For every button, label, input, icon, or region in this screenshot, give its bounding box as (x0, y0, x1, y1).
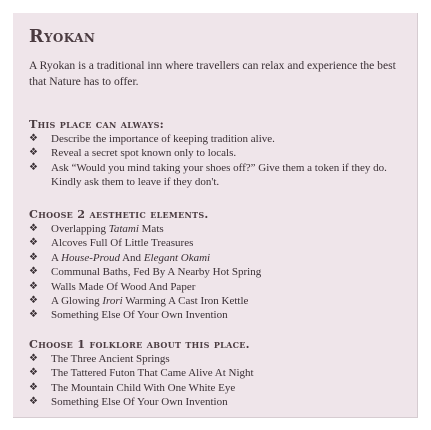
page-title: Ryokan (29, 27, 96, 47)
section-heading-folklore: Choose 1 folklore about this place. (29, 337, 250, 351)
list-item: ❖ Overlapping Tatami Mats (29, 223, 164, 235)
list-item: ❖ Communal Baths, Fed By A Nearby Hot Spring (29, 266, 262, 279)
list-item: ❖ A House-Proud And Elegant Okami (29, 251, 211, 264)
bullet-icon: ❖ (29, 237, 38, 249)
list-item: ❖ The Mountain Child With One White Eye (29, 381, 236, 394)
bullet-icon: ❖ (29, 367, 38, 379)
list-item: ❖ Walls Made Of Wood And Paper (29, 280, 196, 293)
list-item: ❖ Ask “Would you mind taking your shoes off?” Give them a token if they do. Kindly ask them to leave if they don't. (29, 161, 399, 190)
section-heading-always: This place can always: (29, 117, 165, 131)
bullet-icon: ❖ (29, 309, 38, 321)
ryokan-card (13, 13, 418, 418)
bullet-icon: ❖ (29, 161, 38, 173)
list-item: ❖ Alcoves Full Of Little Treasures (29, 237, 194, 250)
bullet-icon: ❖ (29, 147, 38, 159)
bullet-icon: ❖ (29, 266, 38, 278)
list-item: ❖ Something Else Of Your Own Invention (29, 396, 228, 409)
bullet-icon: ❖ (29, 396, 38, 408)
bullet-icon: ❖ (29, 251, 38, 263)
list-item: ❖ The Three Ancient Springs (29, 353, 170, 365)
bullet-icon: ❖ (29, 381, 38, 393)
bullet-icon: ❖ (29, 133, 38, 144)
list-item: ❖ A Glowing Irori Warming A Cast Iron Kettle (29, 295, 249, 308)
always-list (29, 132, 399, 190)
folklore-list (29, 352, 399, 410)
list-item: ❖ Describe the importance of keeping tradition alive. (29, 133, 275, 145)
section-heading-aesthetic: Choose 2 aesthetic elements. (29, 207, 209, 221)
list-item: ❖ The Tattered Futon That Came Alive At Night (29, 367, 254, 380)
bullet-icon: ❖ (29, 295, 38, 307)
list-item-continuation: Kindly ask them to leave if they don't. (51, 176, 220, 189)
bullet-icon: ❖ (29, 223, 38, 234)
list-item: ❖ Something Else Of Your Own Invention (29, 309, 228, 322)
aesthetic-list (29, 222, 399, 323)
bullet-icon: ❖ (29, 280, 38, 292)
intro-paragraph: A Ryokan is a traditional inn where travellers can relax and experience the best that Nature has to offer. (29, 59, 396, 88)
list-item: ❖ Reveal a secret spot known only to locals. (29, 147, 237, 160)
bullet-icon: ❖ (29, 353, 38, 364)
